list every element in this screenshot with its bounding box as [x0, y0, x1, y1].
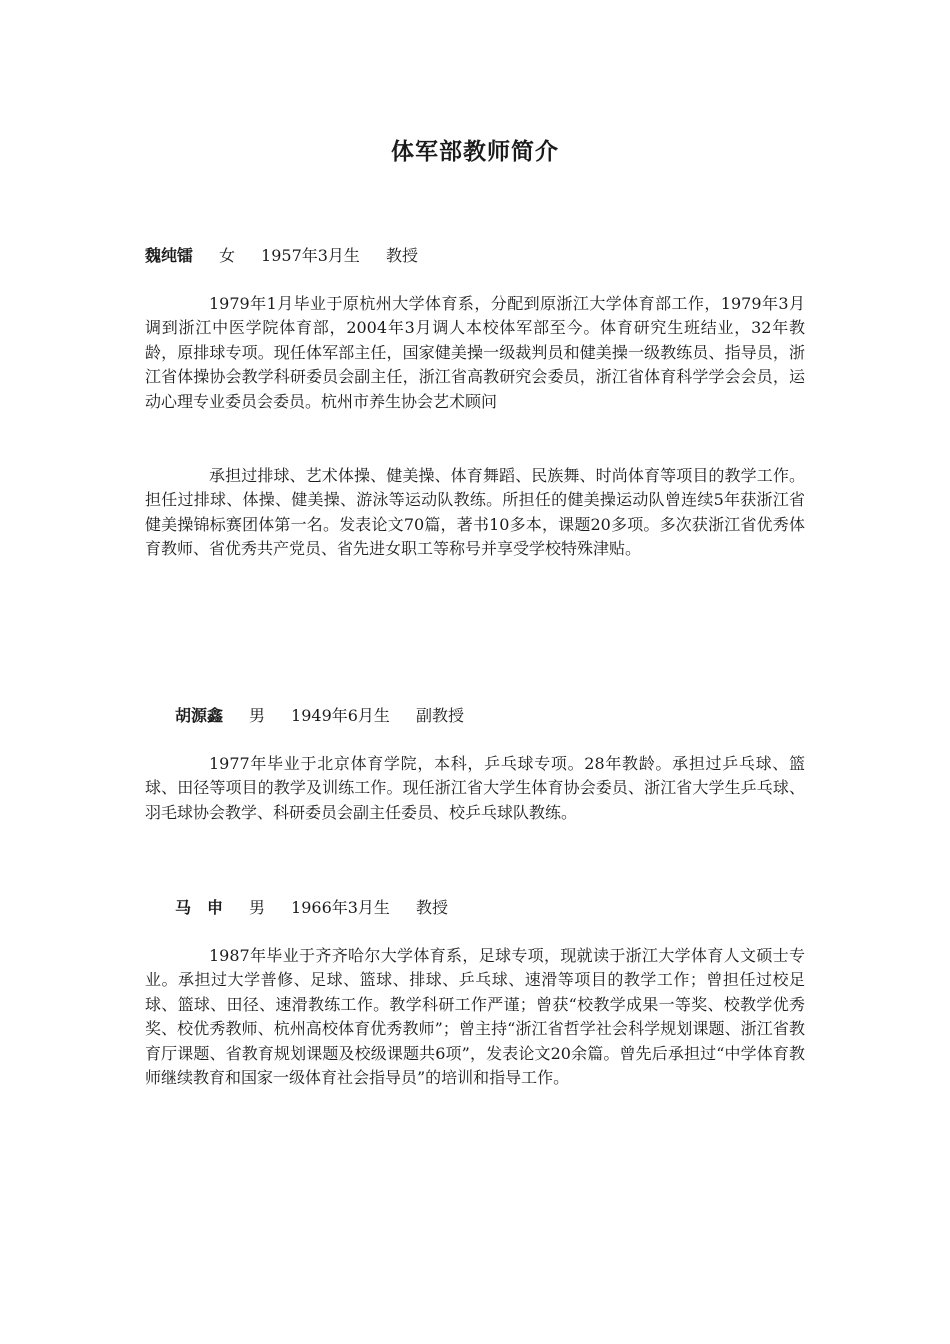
- teacher-name: 胡源鑫: [175, 706, 224, 725]
- teacher-name: 马 申: [175, 898, 224, 917]
- teacher-gender: 女: [219, 246, 236, 265]
- teacher-gender: 男: [249, 898, 266, 917]
- teacher-bio-paragraph: 1977年毕业于北京体育学院，本科，乒乓球专项。28年教龄。承担过乒乓球、篮球、田径等项目的教学及训练工作。现任浙江省大学生体育协会委员、浙江省大学生乒乓球、羽毛球协会教学、科研委员会副主任委员、校乒乓球队教练。: [145, 754, 805, 822]
- teacher-rank: 教授: [415, 898, 448, 917]
- teacher-birth: 1957年3月生: [261, 246, 360, 265]
- teacher-name: 魏纯镭: [145, 246, 194, 265]
- teacher-rank: 教授: [385, 246, 418, 265]
- teacher-bio-paragraph: 1979年1月毕业于原杭州大学体育系，分配到原浙江大学体育部工作，1979年3月调到浙江中医学院体育部，2004年3月调人本校体军部至今。体育研究生班结业，32年教龄，原排球专项。现任体军部主任，国家健美操一级裁判员和健美操一级教练员、指导员，浙江省体操协会教学科研委员会副主任，浙江省高教研究会委员，浙江省体育科学学会会员，运动心理专业委员会委员。杭州市养生协会艺术顾问: [145, 294, 805, 411]
- teacher-bio-paragraph: 承担过排球、艺术体操、健美操、体育舞蹈、民族舞、时尚体育等项目的教学工作。担任过排球、体操、健美操、游泳等运动队教练。所担任的健美操运动队曾连续5年获浙江省健美操锦标赛团体第一名。发表论文70篇，著书10多本，课题20多项。多次获浙江省优秀体育教师、省优秀共产党员、省先进女职工等称号并享受学校特殊津贴。: [145, 466, 805, 559]
- teacher-gender: 男: [249, 706, 266, 725]
- teacher-header: [145, 244, 418, 268]
- teacher-birth: 1949年6月生: [291, 706, 390, 725]
- teacher-header: [175, 896, 448, 920]
- page-title: 体军部教师简介: [391, 139, 559, 165]
- teacher-header: [175, 704, 464, 728]
- teacher-rank: 副教授: [415, 706, 464, 725]
- teacher-birth: 1966年3月生: [291, 898, 390, 917]
- teacher-bio-paragraph: 1987年毕业于齐齐哈尔大学体育系，足球专项，现就读于浙江大学体育人文硕士专业。承担过大学普修、足球、篮球、排球、乒乓球、速滑等项目的教学工作；曾担任过校足球、篮球、田径、速滑教练工作。教学科研工作严谨；曾获“校教学成果一等奖、校教学优秀奖、校优秀教师、杭州高校体育优秀教师”；曾主持“浙江省哲学社会科学规划课题、浙江省教育厅课题、省教育规划课题及校级课题共6项”，发表论文20余篇。曾先后承担过“中学体育教师继续教育和国家一级体育社会指导员”的培训和指导工作。: [145, 946, 805, 1088]
